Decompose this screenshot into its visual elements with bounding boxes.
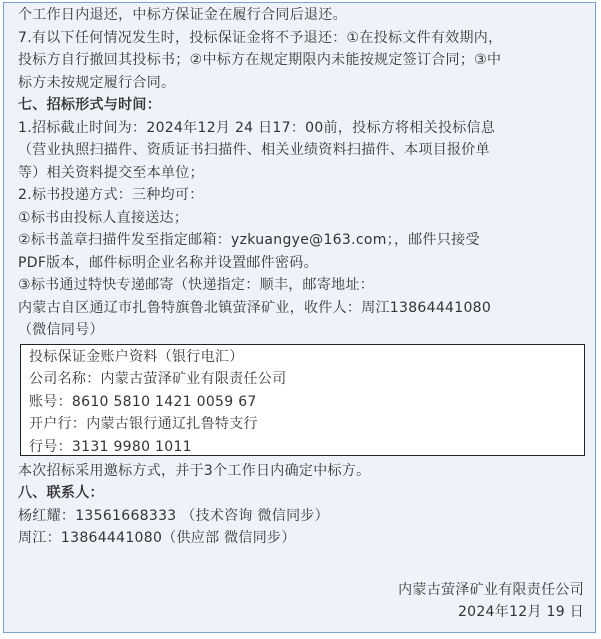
section7-line: 等）相关资料提交至本单位； [18,164,204,181]
section7-line: 2.标书投递方式：三种均可： [18,187,204,203]
section7-heading: 七、招标形式与时间： [18,97,161,113]
section7-line: （微信同号） [18,322,104,338]
section7-line: （营业执照扫描件、资质证书扫描件、相关业绩资料扫描件、本项目报价单 [18,142,490,158]
section7-line: ③标书通过特快专递邮寄（快递指定：顺丰，邮寄地址： [18,277,375,293]
section7-line: 1.招标截止时间为：2024年12月 24 日17：00前，投标方将相关投标信息 [18,119,496,136]
document-frame [3,2,596,633]
section6-line-4: 标方未按规定履行合同。 [18,74,176,91]
document-content [18,4,590,624]
section6-line-1: 个工作日内退还，中标方保证金在履行合同后退还。 [18,7,347,23]
section7-line: ②标书盖章扫描件发至指定邮箱：yzkuangye@163.com；，邮件只接受 [18,232,480,248]
bank-account-number: 账号：8610 5810 1421 0059 67 [29,393,257,410]
bank-info-box [20,344,585,456]
spacer [18,550,590,579]
section7-line: PDF版本，邮件标明企业名称并设置邮件密码。 [18,254,318,271]
bank-branch: 开户行：内蒙古银行通辽扎鲁特支行 [29,416,258,432]
section7-line: ①标书由投标人直接送达； [18,209,189,226]
section6-line-3: 投标方自行撤回其投标书；②中标方在规定期限内未能按规定签订合同；③中 [18,52,502,68]
section8-heading: 八、联系人： [18,485,104,501]
signature-date: 2024年12月 19 日 [457,604,584,620]
bank-code: 行号：3131 9980 1011 [29,438,192,455]
contact-1: 杨红耀：13561668333 （技术咨询 微信同步） [18,507,329,524]
signature-company: 内蒙古萤泽矿业有限责任公司 [398,581,584,598]
bank-company-name: 公司名称：内蒙古萤泽矿业有限责任公司 [29,371,287,387]
invitation-note: 本次招标采用邀标方式，并于3个工作日内确定中标方。 [18,462,371,479]
section7-line: 内蒙古自区通辽市扎鲁特旗鲁北镇萤泽矿业，收件人：周江13864441080 [18,299,492,316]
bank-box-title: 投标保证金账户资料（银行电汇） [29,348,244,365]
contact-2: 周江：13864441080（供应部 微信同步） [18,530,296,546]
section6-line-2: 7.有以下任何情况发生时，投标保证金将不予退还：①在投标文件有效期内， [18,29,503,46]
